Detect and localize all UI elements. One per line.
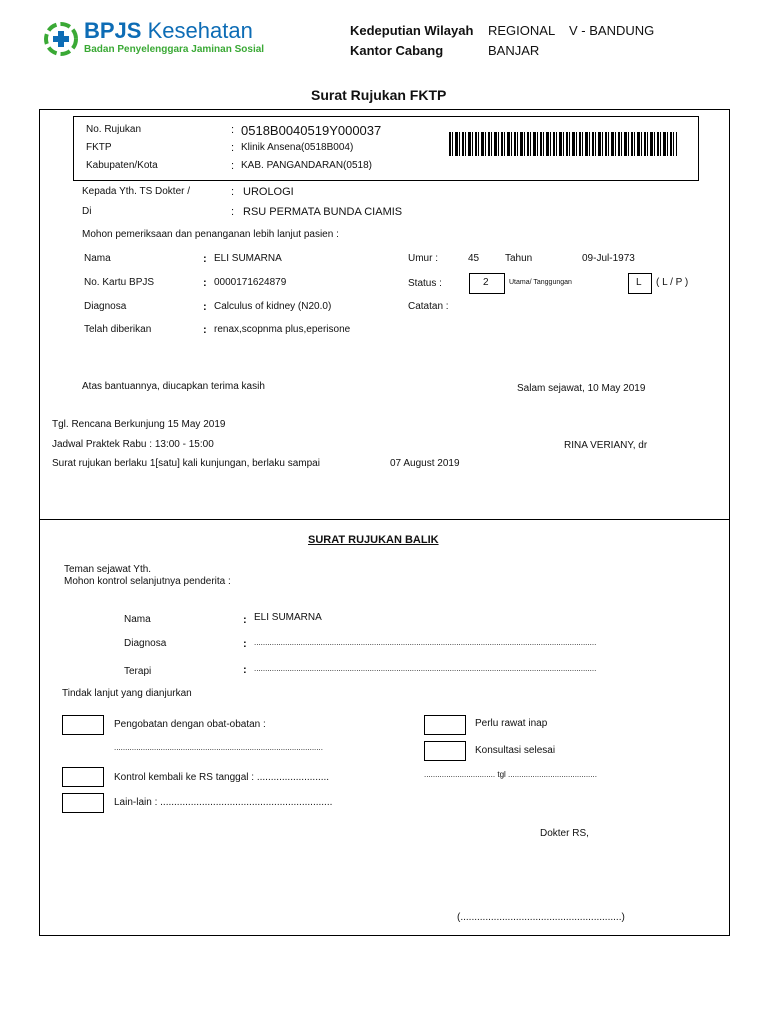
logo-brand-2: Kesehatan — [147, 18, 253, 43]
dokter-rs-label: Dokter RS, — [540, 828, 589, 839]
nama-label: Nama — [84, 253, 111, 264]
sex-options: ( L / P ) — [656, 277, 689, 288]
diberikan-value: renax,scopnma plus,eperisone — [214, 324, 351, 335]
colon: : — [203, 324, 207, 336]
berlaku-text: Surat rujukan berlaku 1[satu] kali kunjungan, berlaku sampai — [52, 458, 320, 469]
balik-diagnosa-label: Diagnosa — [124, 638, 167, 649]
salam-text: Salam sejawat, 10 May 2019 — [517, 383, 646, 394]
balik-nama-value: ELI SUMARNA — [254, 612, 322, 623]
cabang-value: BANJAR — [488, 43, 540, 58]
kepada-value: UROLOGI — [243, 186, 294, 198]
opt-obat-label: Pengobatan dengan obat-obatan : — [114, 719, 266, 730]
kabupaten-value: KAB. PANGANDARAN(0518) — [241, 160, 372, 171]
checkbox-rawat-inap[interactable] — [424, 715, 466, 735]
jadwal-text: Jadwal Praktek Rabu : 13:00 - 15:00 — [52, 439, 214, 450]
diagnosa-label: Diagnosa — [84, 301, 127, 312]
di-value: RSU PERMATA BUNDA CIAMIS — [243, 206, 403, 218]
balik-nama-label: Nama — [124, 614, 151, 625]
fktp-value: Klinik Ansena(0518B004) — [241, 142, 354, 153]
kartu-value: 0000171624879 — [214, 277, 287, 288]
balik-terapi-label: Terapi — [124, 666, 152, 677]
colon: : — [231, 124, 235, 136]
colon: : — [243, 638, 247, 650]
catatan-label: Catatan : — [408, 301, 449, 312]
no-rujukan-value: 0518B0040519Y000037 — [241, 123, 382, 138]
status-note: Utama/ Tanggungan — [509, 279, 572, 286]
checkbox-lain[interactable] — [62, 793, 104, 813]
balik-title: SURAT RUJUKAN BALIK — [308, 534, 439, 546]
colon: : — [231, 206, 235, 218]
colon: : — [243, 664, 247, 676]
rencana-text: Tgl. Rencana Berkunjung 15 May 2019 — [52, 419, 226, 430]
checkbox-kontrol[interactable] — [62, 767, 104, 787]
wilayah-value-1: REGIONAL — [488, 23, 556, 38]
colon: : — [231, 160, 235, 172]
colon: : — [243, 614, 247, 626]
kabupaten-label: Kabupaten/Kota — [86, 160, 158, 171]
tindak-label: Tindak lanjut yang dianjurkan — [62, 688, 192, 699]
cabang-label: Kantor Cabang — [350, 43, 444, 58]
checkbox-konsultasi[interactable] — [424, 741, 466, 761]
page-title: Surat Rujukan FKTP — [311, 87, 447, 103]
status-label: Status : — [408, 278, 442, 289]
berlaku-date: 07 August 2019 — [390, 458, 460, 469]
opt-lain-label: Lain-lain : .............................................................. — [114, 797, 333, 808]
bpjs-logo — [42, 18, 265, 58]
checkbox-obat[interactable] — [62, 715, 104, 735]
colon: : — [231, 142, 235, 154]
mohon-text: Mohon pemeriksaan dan penanganan lebih lanjut pasien : — [82, 229, 339, 240]
opt-rawat-label: Perlu rawat inap — [475, 718, 548, 729]
colon: : — [203, 277, 207, 289]
diagnosa-value: Calculus of kidney (N20.0) — [214, 301, 332, 312]
bpjs-logo-icon — [44, 22, 78, 56]
signature-line: (..........................................................) — [457, 912, 625, 923]
diberikan-label: Telah diberikan — [84, 324, 152, 335]
status-value: 2 — [483, 277, 489, 288]
opt-kontrol-label: Kontrol kembali ke RS tanggal : .......................... — [114, 772, 330, 783]
doctor-name: RINA VERIANY, dr — [564, 440, 648, 451]
kartu-label: No. Kartu BPJS — [84, 277, 155, 288]
colon: : — [231, 186, 235, 198]
umur-value: 45 — [468, 253, 480, 264]
obat-dots: .............................................................................................. — [114, 743, 323, 752]
opt-konsultasi-label: Konsultasi selesai — [475, 745, 556, 756]
balik-mohon: Mohon kontrol selanjutnya penderita : — [64, 576, 231, 587]
wilayah-value-2: V - BANDUNG — [569, 23, 655, 38]
section-divider — [39, 519, 729, 520]
tgl-line: ................................ tgl ........................................ — [424, 770, 597, 779]
colon: : — [203, 253, 207, 265]
tahun-label: Tahun — [505, 253, 533, 264]
wilayah-label: Kedeputian Wilayah — [350, 23, 474, 38]
no-rujukan-label: No. Rujukan — [86, 124, 142, 135]
logo-brand-1: BPJS — [84, 18, 142, 43]
dob-value: 09-Jul-1973 — [582, 253, 635, 264]
thanks-text: Atas bantuannya, diucapkan terima kasih — [82, 381, 265, 392]
umur-label: Umur : — [408, 253, 438, 264]
logo-tagline: Badan Penyelenggara Jaminan Sosial — [84, 44, 265, 55]
nama-value: ELI SUMARNA — [214, 253, 282, 264]
sex-value: L — [636, 277, 642, 288]
colon: : — [203, 301, 207, 313]
kepada-label: Kepada Yth. TS Dokter / — [82, 186, 191, 197]
barcode — [449, 132, 677, 156]
balik-greeting: Teman sejawat Yth. — [64, 564, 152, 575]
balik-diagnosa-dots: .......................................................................................................................................................... — [254, 638, 597, 647]
di-label: Di — [82, 206, 92, 217]
fktp-label: FKTP — [86, 142, 112, 153]
balik-terapi-dots: .......................................................................................................................................................... — [254, 664, 597, 673]
